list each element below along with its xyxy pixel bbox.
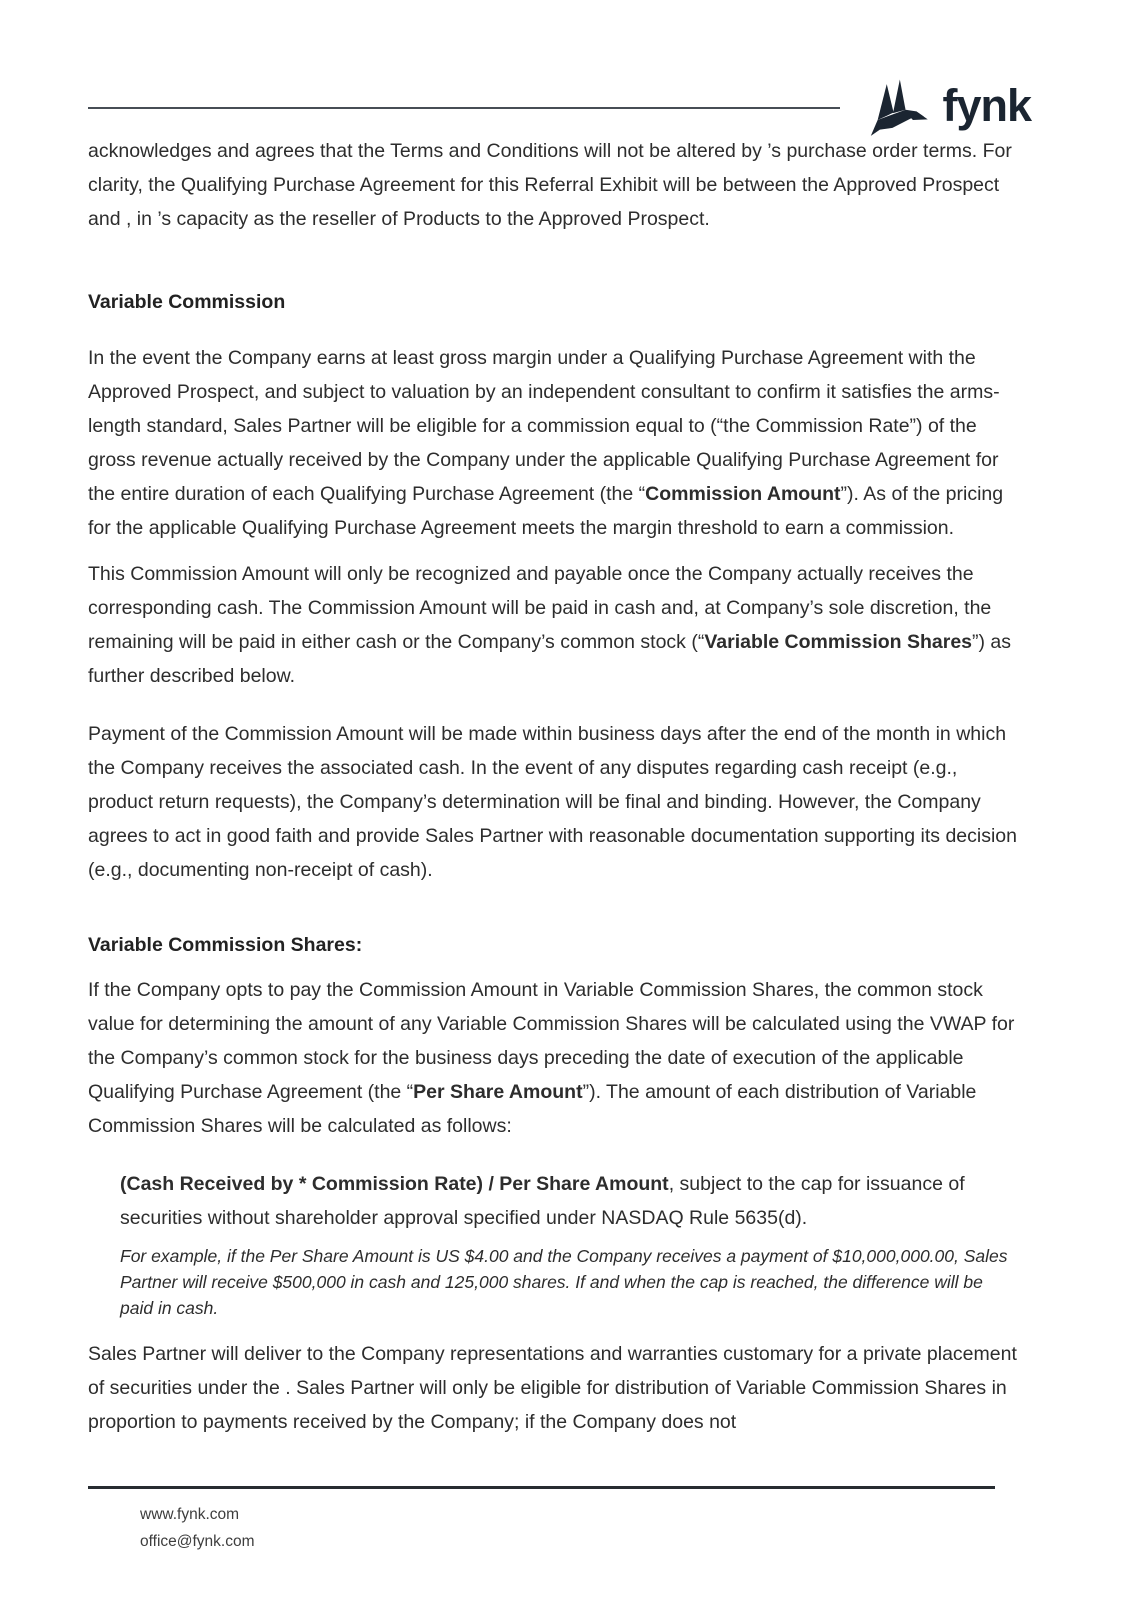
footer-contact [88,1501,995,1555]
section-heading-variable-commission-shares: Variable Commission Shares: [88,934,363,956]
intro-paragraph [88,134,1018,236]
paragraph-text: If the Company opts to pay the Commission Amount in Variable Commission Shares, the common stock value for determining the amount of any Variable Commission Shares will be calculated using the VWAP for the Company’s common stock for the business days preceding the date of execution of the applicable Qualifying Purchase Agreement (the “ [88,979,1015,1103]
formula-bold-text: (Cash Received by * Commission Rate) / Per Share Amount [120,1173,669,1195]
paragraph-text: Sales Partner will deliver to the Company representations and warranties customary for a private placement of securities under the . Sales Partner will only be eligible for distribution of Variable Commission Shares in proportion to payments received by the Company; if the Company does not [88,1343,1017,1433]
paragraph-text: This Commission Amount will only be recognized and payable once the Company actually receives the corresponding cash. The Commission Amount will be paid in cash and, at Company’s sole discretion, the remaining will be paid in either cash or the Company’s common stock (“ [88,563,992,653]
bold-per-share-amount: Per Share Amount [413,1081,583,1103]
paragraph-commission-terms [88,341,1018,545]
paragraph-text: ”). The amount of each distribution of Variable Commission Shares will be calculated as follows: [88,1081,977,1137]
bold-variable-commission-shares: Variable Commission Shares [704,631,973,653]
footer-email: office@fynk.com [140,1533,255,1550]
paragraph-text: ”) as further described below. [88,631,1012,687]
formula-paragraph [88,1167,1018,1235]
paragraph-text: ”). As of the pricing for the applicable Qualifying Purchase Agreement meets the margin threshold to earn a commission. [88,483,1004,539]
paragraph-text: In the event the Company earns at least gross margin under a Qualifying Purchase Agreement with the Approved Prospect, and subject to valuation by an independent consultant to confirm it satisfies the arms-length standard, Sales Partner will be eligible for a commission equal to (“the Commission Rate”) of the gross revenue actually received by the Company under the applicable Qualifying Purchase Agreement for the entire duration of each Qualifying Purchase Agreement (the “ [88,347,1000,505]
example-paragraph [88,1243,1018,1321]
section-heading-variable-commission: Variable Commission [88,291,286,313]
paragraph-payment-timing [88,717,1018,887]
intro-text: acknowledges and agrees that the Terms and Conditions will not be altered by ’s purchase order terms. For clarity, the Qualifying Purchase Agreement for this Referral Exhibit will be between the Approved Prospect and , in ’s capacity as the reseller of Products to the Approved Prospect. [88,140,1012,230]
paragraph-shares-valuation [88,973,1018,1143]
brand-wordmark: fynk [942,79,1031,131]
page-footer [88,1486,995,1555]
document-body [88,120,1018,1439]
formula-rest-text: , subject to the cap for issuance of securities without shareholder approval specified under NASDAQ Rule 5635(d). [120,1173,965,1229]
paragraph-text: Payment of the Commission Amount will be made within business days after the end of the month in which the Company receives the associated cash. In the event of any disputes regarding cash receipt (e.g., product return requests), the Company’s determination will be final and binding. However, the Company agrees to act in good faith and provide Sales Partner with reasonable documentation supporting its decision (e.g., documenting non-receipt of cash). [88,723,1017,881]
footer-website: www.fynk.com [140,1506,240,1523]
header-divider [88,107,840,109]
bold-commission-amount: Commission Amount [645,483,841,505]
paragraph-commission-payment [88,557,1018,693]
example-text: For example, if the Per Share Amount is US $4.00 and the Company receives a payment of $10,000,000.00, Sales Partner will receive $500,000 in cash and 125,000 shares. If and when the cap is reached, the difference will be paid in cash. [120,1246,1008,1318]
paragraph-representations [88,1337,1018,1439]
footer-divider [88,1486,995,1489]
